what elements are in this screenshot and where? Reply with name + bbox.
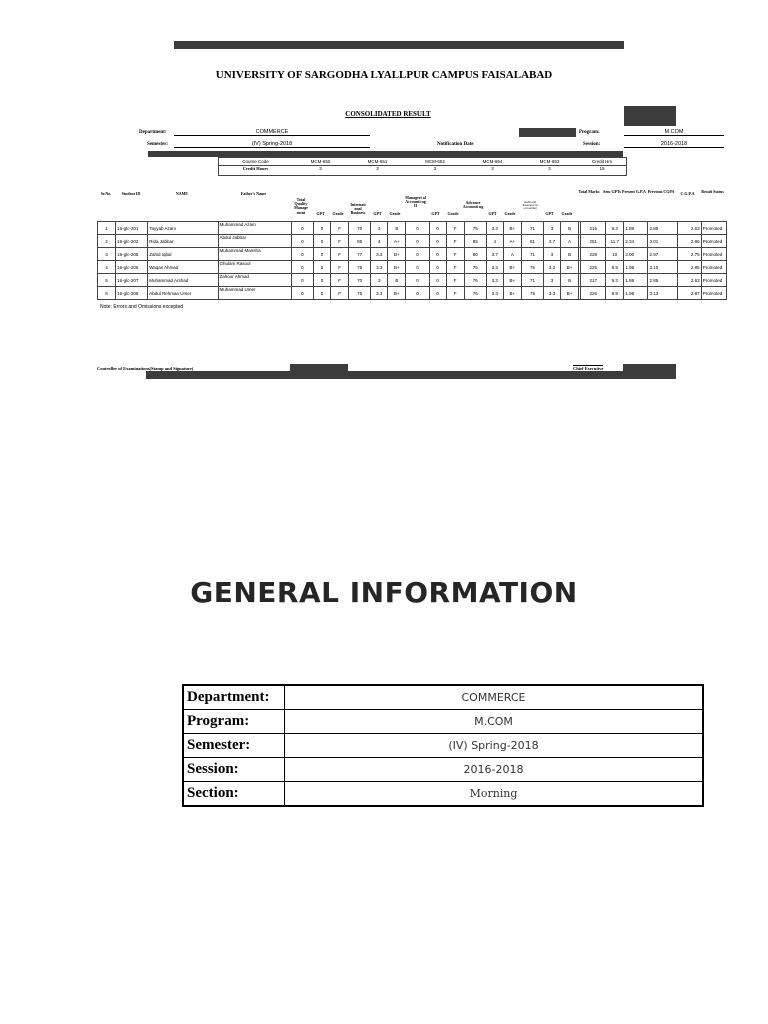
row-gpt: 0	[313, 261, 330, 274]
info-row	[183, 758, 703, 782]
grade-header: Grade	[389, 211, 401, 216]
row-result-status: Promoted	[701, 261, 726, 274]
row-father-name: Zahoor Ahmad	[218, 274, 291, 287]
row-gpt: 3.7	[544, 235, 561, 248]
row-gpt: 3.3	[371, 287, 388, 300]
program-value: M.COM	[624, 129, 724, 136]
row-grade: F	[331, 261, 349, 274]
row-marks: 71	[521, 222, 543, 235]
table-row	[98, 287, 727, 300]
row-grade: F	[446, 248, 464, 261]
row-gpt: 0	[429, 287, 446, 300]
session-label: Session:	[583, 142, 601, 147]
row-name: Tayyab Azam	[148, 222, 218, 235]
column-header-row	[97, 176, 727, 220]
row-marks: 0	[291, 248, 313, 261]
row-grade: F	[446, 274, 464, 287]
course-code: MCM-653	[539, 159, 560, 164]
row-gpt: 3	[544, 274, 561, 287]
grade-header: Grade	[504, 211, 516, 216]
row-grade: B+	[388, 261, 406, 274]
row-father-name: Muhammad Mansha	[218, 248, 291, 261]
row-marks: 80	[464, 248, 486, 261]
row-marks: 0	[291, 274, 313, 287]
row-result-status: Promoted	[701, 235, 726, 248]
row-gpt: 3	[544, 222, 561, 235]
father-name-header: Father's Name	[240, 191, 267, 196]
row-student-id: 16-glc-205	[116, 248, 148, 261]
header-block	[624, 106, 676, 126]
info-row	[183, 734, 703, 758]
row-name: Rida Jabbar	[148, 235, 218, 248]
row-total-marks: 217	[581, 274, 606, 287]
course-name-header: Manageri al Accounti ng II	[405, 195, 426, 209]
info-row	[183, 782, 703, 807]
row-marks: 0	[406, 261, 429, 274]
row-gpt: 3.3	[486, 222, 503, 235]
row-result-status: Promoted	[701, 287, 726, 300]
row-grade: F	[446, 222, 464, 235]
row-marks: 85	[464, 235, 486, 248]
total-marks-header: Total Marks	[578, 189, 600, 194]
row-father-name: Muhammad Azam	[218, 222, 291, 235]
row-grade: A	[561, 235, 579, 248]
row-student-id: 16-glc-202	[116, 235, 148, 248]
top-bar	[174, 41, 624, 49]
notification-date-label: Notification Date	[437, 142, 474, 147]
row-marks: 0	[406, 222, 429, 235]
row-gpt: 3.3	[486, 261, 503, 274]
signature-block-right	[623, 364, 676, 372]
credit-hours-label: Credit Hours	[242, 166, 269, 171]
row-marks: 0	[406, 235, 429, 248]
row-grade: F	[446, 235, 464, 248]
row-grade: A+	[388, 235, 406, 248]
srno-header: Sr.No.	[100, 191, 112, 196]
row-gpt: 0	[429, 261, 446, 274]
row-grade: F	[331, 274, 349, 287]
row-gpt: 0	[313, 235, 330, 248]
row-grade: B	[388, 222, 406, 235]
course-name-header: Internati onal Business	[350, 202, 366, 216]
row-marks: 77	[349, 248, 371, 261]
row-grade: B	[561, 248, 579, 261]
gpt-header: GPT	[488, 211, 497, 216]
row-gpt: 0	[429, 222, 446, 235]
row-total-marks: 251	[581, 235, 606, 248]
row-gpt: 0	[429, 248, 446, 261]
row-marks: 0	[291, 235, 313, 248]
row-gpt: 4	[486, 235, 503, 248]
table-row	[98, 235, 727, 248]
row-marks: 70	[349, 274, 371, 287]
row-marks: 70	[349, 222, 371, 235]
info-value: COMMERCE	[285, 685, 704, 710]
row-name: Abdul Rehman Umer	[148, 287, 218, 300]
row-grade: B+	[503, 274, 521, 287]
row-marks: 0	[406, 287, 429, 300]
row-cgpa: 2.75	[677, 248, 701, 261]
credit-hour: 3	[319, 166, 322, 171]
row-gpt: 3	[544, 248, 561, 261]
row-total-marks: 216	[581, 222, 606, 235]
course-name-header: Advance Accounti ng	[462, 200, 484, 210]
present-gpa-header: Present G.P.A	[622, 189, 646, 194]
info-row	[183, 685, 703, 710]
row-gpt: 3.7	[486, 248, 503, 261]
row-srno: 4	[98, 261, 116, 274]
row-gpt: 3.3	[371, 248, 388, 261]
row-gpt: 0	[313, 287, 330, 300]
row-grade: F	[331, 235, 349, 248]
course-code: MCM-651	[367, 159, 388, 164]
row-grade: F	[331, 222, 349, 235]
row-srno: 3	[98, 248, 116, 261]
course-code-label: Course Code	[242, 159, 269, 164]
row-sem-gpts: 9.9	[606, 287, 624, 300]
row-grade: B+	[561, 261, 579, 274]
row-present-gpa: 1.98	[624, 287, 648, 300]
credit-hour: 3	[548, 166, 551, 171]
row-grade: F	[446, 287, 464, 300]
row-marks: 0	[406, 274, 429, 287]
session-value: 2016-2018	[624, 141, 724, 148]
row-gpt: 0	[313, 274, 330, 287]
credit-hrs-total: 15	[599, 166, 605, 171]
course-name-header: Audit and Assurance in accounting	[522, 200, 538, 211]
row-previous-cgpa: 2.85	[648, 274, 677, 287]
course-code: MCM-650	[310, 159, 331, 164]
row-grade: A	[503, 248, 521, 261]
row-grade: F	[331, 248, 349, 261]
credit-hour: 3	[491, 166, 494, 171]
table-row	[98, 222, 727, 235]
info-key: Department:	[183, 685, 285, 710]
credit-hour: 3	[433, 166, 437, 171]
signature-bar	[146, 371, 676, 379]
result-status-header: Result Status	[701, 189, 724, 194]
row-gpt: 3.3	[486, 287, 503, 300]
row-sem-gpts: 11.7	[606, 235, 624, 248]
row-sem-gpts: 9.3	[606, 222, 624, 235]
row-present-gpa: 2.00	[624, 248, 648, 261]
row-srno: 1	[98, 222, 116, 235]
row-student-id: 16-glc-206	[116, 261, 148, 274]
row-student-id: 16-glc-208	[116, 287, 148, 300]
credit-hrs-label: Credit Hrs	[591, 159, 613, 164]
row-father-name: Ghulam Rasool	[218, 261, 291, 274]
grade-header: Grade	[332, 211, 344, 216]
row-grade: B	[561, 274, 579, 287]
row-grade: B	[388, 274, 406, 287]
row-gpt: 0	[313, 222, 330, 235]
semester-value: (IV) Spring-2018	[174, 141, 370, 148]
row-marks: 71	[521, 274, 543, 287]
row-sem-gpts: 9.9	[606, 261, 624, 274]
row-father-name: Abdul Jabbar	[218, 235, 291, 248]
grade-header: Grade	[447, 211, 459, 216]
row-grade: B+	[503, 222, 521, 235]
row-marks: 71	[521, 248, 543, 261]
row-result-status: Promoted	[701, 274, 726, 287]
row-cgpa: 2.63	[677, 222, 701, 235]
row-father-name: Muhammad Umer	[218, 287, 291, 300]
row-gpt: 0	[313, 248, 330, 261]
signature-block-left	[290, 364, 348, 372]
row-gpt: 0	[429, 235, 446, 248]
row-marks: 75	[464, 222, 486, 235]
row-gpt: 3.3	[371, 261, 388, 274]
row-grade: B+	[388, 248, 406, 261]
grade-header: Grade	[561, 211, 573, 216]
department-value: COMMERCE	[174, 129, 370, 136]
info-value: Morning	[285, 782, 704, 807]
sem-gpts-header: Sem GPTs	[603, 189, 621, 194]
gpt-header: GPT	[545, 211, 554, 216]
row-marks: 81	[521, 235, 543, 248]
info-key: Semester:	[183, 734, 285, 758]
row-grade: F	[331, 287, 349, 300]
department-label: Department:	[139, 130, 167, 135]
row-present-gpa: 1.98	[624, 261, 648, 274]
row-marks: 75	[349, 287, 371, 300]
row-student-id: 16-glc-207	[116, 274, 148, 287]
row-previous-cgpa: 3.10	[648, 261, 677, 274]
table-row	[98, 248, 727, 261]
table-row	[98, 261, 727, 274]
course-code: MCM-654	[482, 159, 503, 164]
row-previous-cgpa: 3.01	[648, 235, 677, 248]
row-name: Zahid Iqbal	[148, 248, 218, 261]
row-cgpa: 2.87	[677, 287, 701, 300]
gpt-header: GPT	[316, 211, 325, 216]
row-grade: B+	[503, 287, 521, 300]
row-student-id: 16-glc-201	[116, 222, 148, 235]
row-previous-cgpa: 2.97	[648, 248, 677, 261]
row-previous-cgpa: 2.85	[648, 222, 677, 235]
row-grade: F	[446, 261, 464, 274]
row-marks: 0	[406, 248, 429, 261]
row-marks: 85	[349, 235, 371, 248]
row-gpt: 3	[371, 222, 388, 235]
chief-executive-label: Chief Executive	[573, 366, 604, 371]
row-marks: 76	[464, 287, 486, 300]
result-table	[97, 221, 727, 300]
previous-cgpa-header: Previous CGPA	[647, 189, 675, 194]
row-marks: 0	[291, 261, 313, 274]
name-header: NAME	[175, 191, 189, 196]
row-marks: 75	[521, 287, 543, 300]
row-grade: B+	[561, 287, 579, 300]
row-present-gpa: 2.34	[624, 235, 648, 248]
program-label: Program:	[579, 130, 600, 135]
row-gpt: 3.3	[544, 287, 561, 300]
row-cgpa: 2.63	[677, 274, 701, 287]
row-total-marks: 225	[581, 261, 606, 274]
row-gpt: 3.3	[486, 274, 503, 287]
row-marks: 76	[464, 274, 486, 287]
table-row	[98, 274, 727, 287]
row-grade: B+	[388, 287, 406, 300]
row-srno: 2	[98, 235, 116, 248]
row-marks: 75	[521, 261, 543, 274]
row-name: Waqas Ahmad	[148, 261, 218, 274]
info-key: Section:	[183, 782, 285, 807]
row-result-status: Promoted	[701, 248, 726, 261]
row-sem-gpts: 9.3	[606, 274, 624, 287]
row-cgpa: 2.86	[677, 235, 701, 248]
row-grade: B+	[503, 261, 521, 274]
general-information-table	[182, 684, 704, 807]
row-gpt: 0	[429, 274, 446, 287]
row-gpt: 3	[371, 274, 388, 287]
university-title: UNIVERSITY OF SARGODHA LYALLPUR CAMPUS FAISALABAD	[215, 69, 553, 81]
row-srno: 5	[98, 274, 116, 287]
row-marks: 0	[291, 222, 313, 235]
info-value: 2016-2018	[285, 758, 704, 782]
row-result-status: Promoted	[701, 222, 726, 235]
student-id-header: Student ID	[121, 191, 141, 196]
row-marks: 75	[464, 261, 486, 274]
program-block	[519, 128, 576, 137]
row-gpt: 4	[371, 235, 388, 248]
course-code: MCM-652	[425, 159, 445, 164]
row-gpt: 3.3	[544, 261, 561, 274]
course-header	[218, 157, 627, 176]
row-grade: A+	[503, 235, 521, 248]
row-present-gpa: 1.86	[624, 274, 648, 287]
info-row	[183, 710, 703, 734]
divider	[219, 165, 626, 166]
row-previous-cgpa: 3.13	[648, 287, 677, 300]
credit-hour: 3	[376, 166, 379, 171]
info-key: Program:	[183, 710, 285, 734]
row-name: Muhammad Arshad	[148, 274, 218, 287]
row-marks: 75	[349, 261, 371, 274]
course-name-header: Total Quality Manage ment	[294, 197, 308, 215]
general-information-title: GENERAL INFORMATION	[190, 576, 578, 609]
gpt-header: GPT	[431, 211, 440, 216]
cgpa-header: C.G.P.A	[680, 191, 695, 196]
row-cgpa: 2.85	[677, 261, 701, 274]
row-present-gpa: 1.86	[624, 222, 648, 235]
row-total-marks: 226	[581, 287, 606, 300]
row-grade: B	[561, 222, 579, 235]
consolidated-result-title: CONSOLIDATED RESULT	[345, 110, 431, 118]
row-marks: 0	[291, 287, 313, 300]
row-total-marks: 228	[581, 248, 606, 261]
info-value: M.COM	[285, 710, 704, 734]
gpt-header: GPT	[373, 211, 382, 216]
controller-signature-label: Controller of Examinations(Stamp and Signature)	[97, 366, 194, 371]
semester-label: Semester:	[147, 142, 169, 147]
note: Note: Errors and Omissions excepted	[100, 304, 184, 310]
info-value: (IV) Spring-2018	[285, 734, 704, 758]
row-srno: 6	[98, 287, 116, 300]
row-sem-gpts: 10	[606, 248, 624, 261]
info-key: Session:	[183, 758, 285, 782]
